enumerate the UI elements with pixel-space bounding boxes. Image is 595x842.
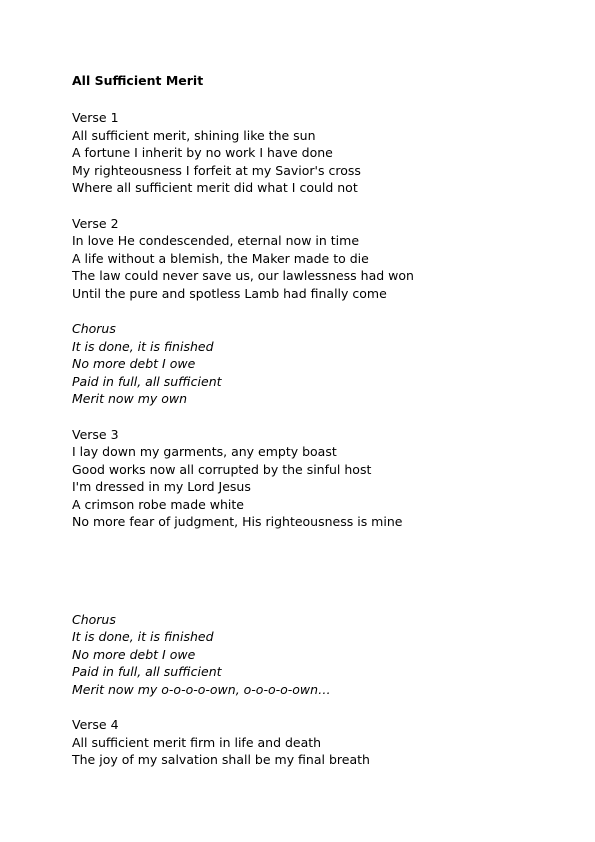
lyric-line: All sufficient merit, shining like the sun	[72, 127, 316, 143]
document-page	[72, 72, 572, 787]
lyric-line: I'm dressed in my Lord Jesus	[72, 479, 251, 494]
section-heading: Chorus	[72, 611, 116, 627]
chorus-1	[72, 320, 572, 408]
lyric-line: The joy of my salvation shall be my final breath	[72, 752, 370, 767]
lyric-line: A crimson robe made white	[72, 496, 244, 512]
verse-2	[72, 215, 572, 303]
section-heading: Verse 3	[72, 426, 119, 442]
section-heading: Verse 2	[72, 215, 119, 231]
lyric-line: The law could never save us, our lawlessness had won	[72, 268, 414, 283]
lyric-line: A life without a blemish, the Maker made to die	[72, 250, 369, 266]
lyric-line: No more fear of judgment, His righteousness is mine	[72, 514, 403, 529]
lyric-line: I lay down my garments, any empty boast	[72, 444, 337, 459]
lyric-line: Where all sufficient merit did what I could not	[72, 180, 358, 195]
lyric-line: Paid in full, all sufficient	[72, 373, 222, 389]
lyric-line: It is done, it is finished	[72, 629, 214, 644]
song-title: All Sufficient Merit	[72, 73, 204, 88]
verse-1	[72, 109, 572, 197]
lyric-line: A fortune I inherit by no work I have done	[72, 145, 333, 160]
lyric-line: In love He condescended, eternal now in time	[72, 233, 360, 248]
verse-3	[72, 426, 572, 531]
lyric-line: No more debt I owe	[72, 646, 196, 662]
verse-4	[72, 716, 572, 769]
lyric-line: No more debt I owe	[72, 356, 196, 371]
lyric-line: My righteousness I forfeit at my Savior's cross	[72, 162, 361, 178]
section-heading: Chorus	[72, 321, 116, 336]
lyric-line: Good works now all corrupted by the sinful host	[72, 461, 372, 477]
lyric-line: Merit now my o-o-o-o-own, o-o-o-o-own…	[72, 681, 331, 697]
lyric-line: Paid in full, all sufficient	[72, 664, 222, 679]
lyric-line: It is done, it is finished	[72, 338, 214, 354]
lyric-line: Merit now my own	[72, 391, 188, 406]
section-heading: Verse 1	[72, 110, 119, 125]
lyric-line: Until the pure and spotless Lamb had finally come	[72, 285, 387, 301]
chorus-2	[72, 611, 572, 699]
section-heading: Verse 4	[72, 717, 119, 732]
lyric-line: All sufficient merit firm in life and death	[72, 734, 322, 750]
